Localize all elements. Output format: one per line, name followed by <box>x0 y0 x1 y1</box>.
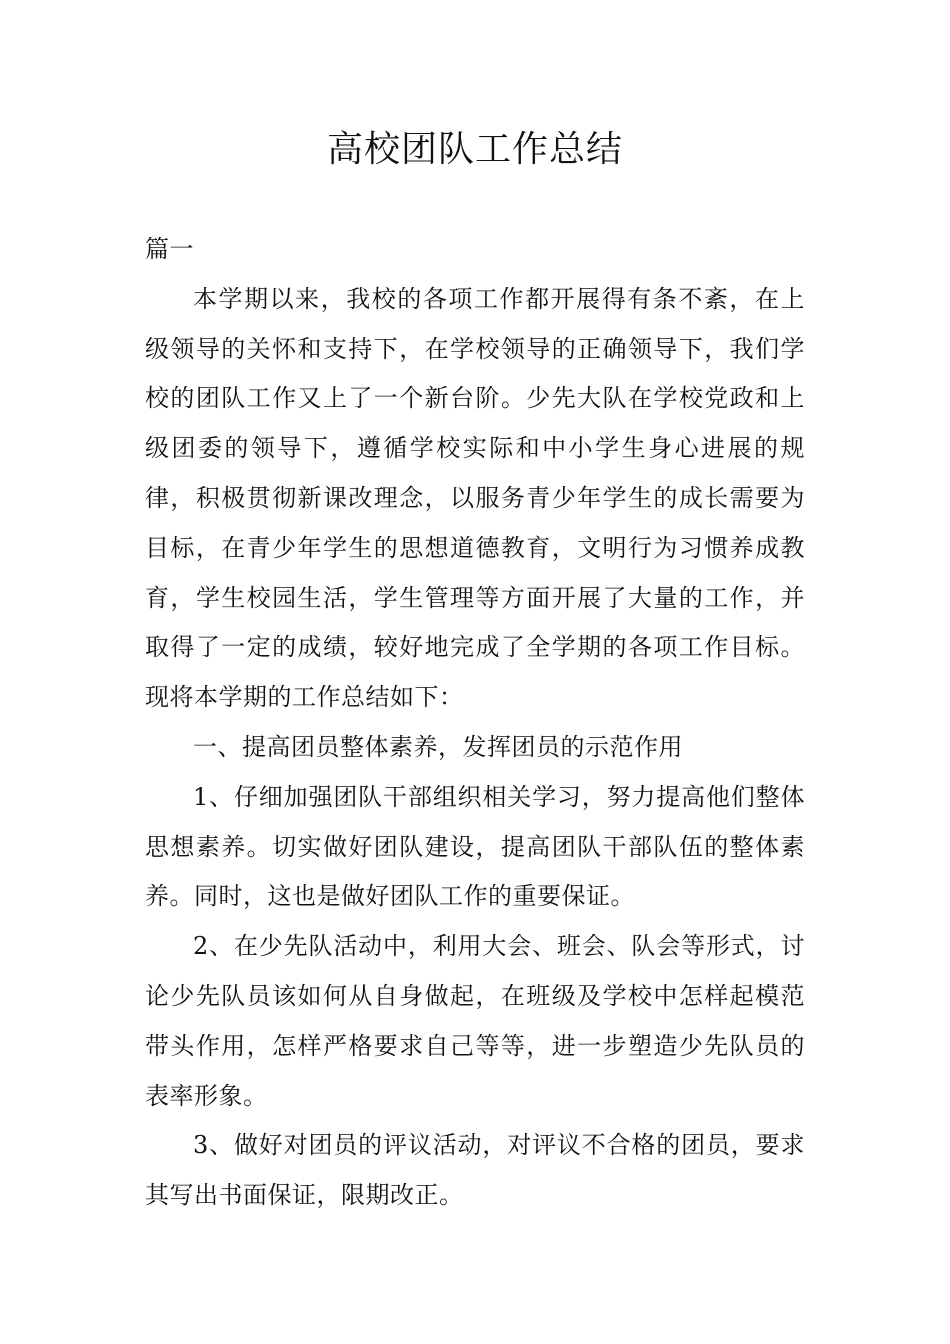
paragraph-item-1: 1、仔细加强团队干部组织相关学习，努力提高他们整体思想素养。切实做好团队建设，提高团队干部队伍的整体素养。同时，这也是做好团队工作的重要保证。 <box>145 782 805 911</box>
document-title: 高校团队工作总结 <box>326 129 623 170</box>
paragraph-intro: 本学期以来，我校的各项工作都开展得有条不紊，在上级领导的关怀和支持下，在学校领导的正确领导下，我们学校的团队工作又上了一个新台阶。少先大队在学校党政和上级团委的领导下，遵循学校实际和中小学生身心进展的规律，积极贯彻新课改理念，以服务青少年学生的成长需要为目标，在青少年学生的思想道德教育，文明行为习惯养成教育，学生校园生活，学生管理等方面开展了大量的工作，并取得了一定的成绩，较好地完成了全学期的各项工作目标。现将本学期的工作总结如下： <box>145 284 805 712</box>
paragraph-item-3: 3、做好对团员的评议活动，对评议不合格的团员，要求其写出书面保证，限期改正。 <box>145 1131 805 1210</box>
document-body <box>145 225 805 1221</box>
section-label: 篇一 <box>145 235 194 263</box>
paragraph-heading-1: 一、提高团员整体素养，发挥团员的示范作用 <box>193 732 683 761</box>
paragraph-item-2: 2、在少先队活动中，利用大会、班会、队会等形式，讨论少先队员该如何从自身做起，在班级及学校中怎样起模范带头作用，怎样严格要求自己等等，进一步塑造少先队员的表率形象。 <box>145 932 805 1110</box>
